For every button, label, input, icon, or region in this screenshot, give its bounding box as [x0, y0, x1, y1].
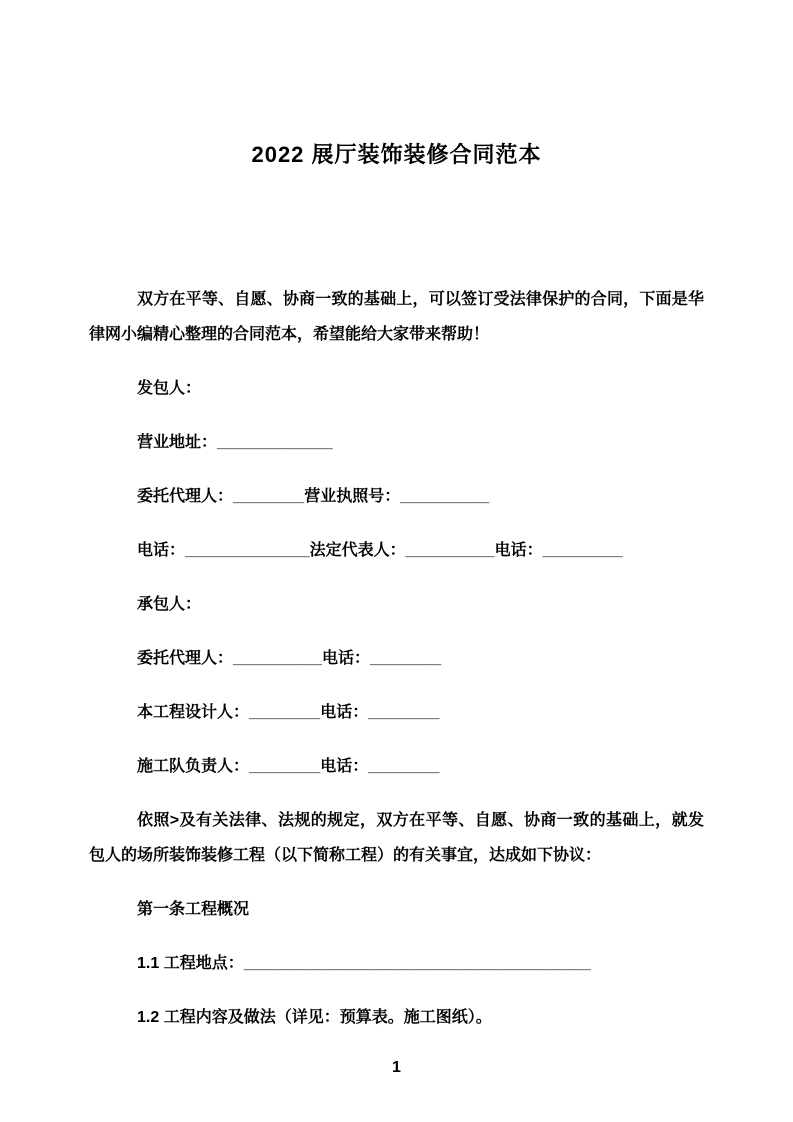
field-contractor-agent-phone: 委托代理人：__________电话：________ — [137, 650, 442, 667]
field-phone-legal-representative: 电话：______________法定代表人：__________电话：_________ — [137, 542, 623, 559]
field-project-designer-phone: 本工程设计人：________电话：________ — [137, 704, 440, 721]
field-employer: 发包人： — [137, 380, 202, 397]
document-title: 2022 展厅装饰装修合同范本 — [251, 142, 542, 167]
basis-paragraph: 依照>及有关法律、法规的规定，双方在平等、自愿、协商一致的基础上，就发包人的场所装饰装修工程（以下简称工程）的有关事宜，达成如下协议： — [89, 812, 704, 864]
page-number: 1 — [392, 1059, 401, 1076]
field-business-address: 营业地址：_____________ — [137, 434, 333, 451]
clause-1-2-project-content: 1.2 工程内容及做法（详见：预算表。施工图纸）。 — [137, 1009, 492, 1026]
field-agent-and-license: 委托代理人：________营业执照号：__________ — [137, 488, 490, 505]
field-contractor: 承包人： — [137, 596, 202, 613]
clause-1-1-project-location: 1.1 工程地点：_______________________________________ — [137, 955, 591, 972]
section-1-heading: 第一条工程概况 — [137, 901, 250, 918]
field-construction-crew-leader-phone: 施工队负责人：________电话：________ — [137, 758, 440, 775]
intro-paragraph: 双方在平等、自愿、协商一致的基础上，可以签订受法律保护的合同，下面是华律网小编精心整理的合同范本，希望能给大家带来帮助！ — [89, 291, 704, 343]
